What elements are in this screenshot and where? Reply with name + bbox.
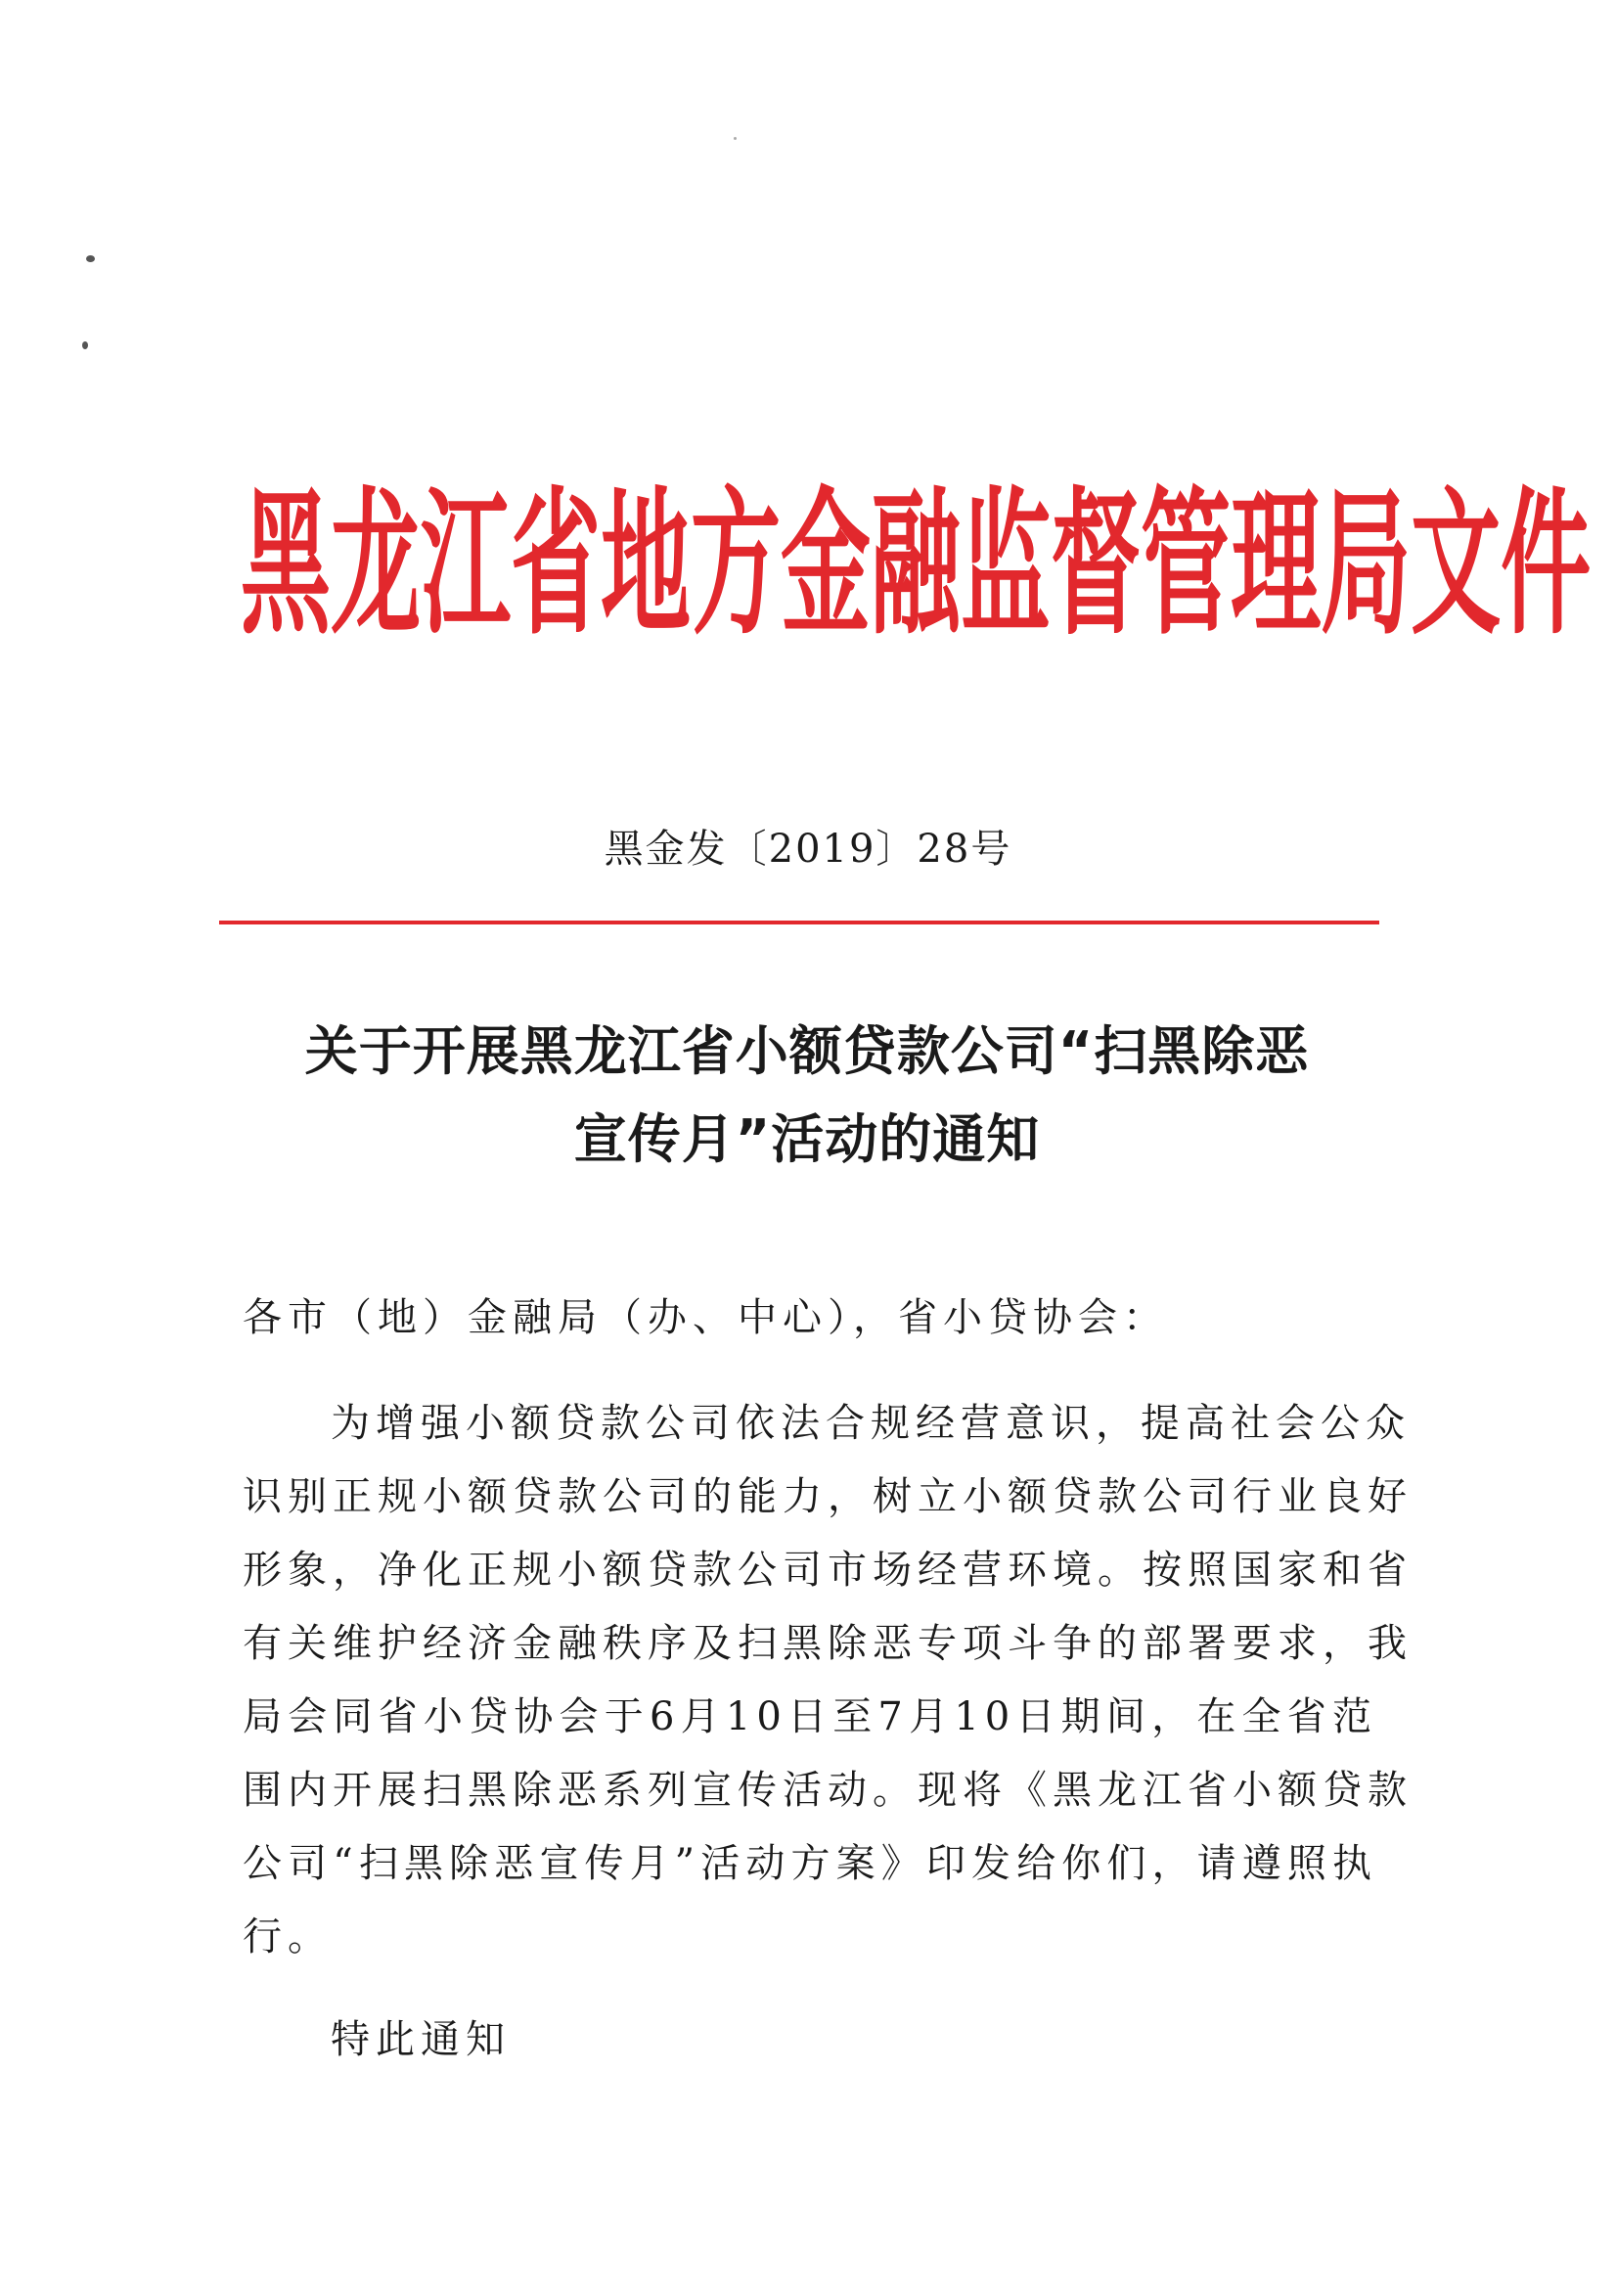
body-line: 局会同省小贷协会于6月10日至7月10日期间，在全省范 (243, 1694, 1377, 1739)
scan-speck (86, 255, 95, 262)
masthead-glyph: 地 (601, 473, 692, 656)
body-line: 公司“扫黑除恶宣传月”活动方案》印发给你们，请遵照执 (243, 1841, 1377, 1886)
document-title (225, 1008, 1389, 1184)
masthead-glyph: 管 (1141, 473, 1232, 656)
masthead-glyph: 理 (1231, 473, 1322, 656)
document-number: 黑金发〔2019〕28号 (604, 827, 1012, 872)
closing-remark: 特此通知 (331, 2017, 511, 2062)
title-line-1: 关于开展黑龙江省小额贷款公司“扫黑除恶 (304, 1020, 1310, 1082)
masthead-glyph: 局 (1321, 473, 1412, 656)
masthead-glyph: 江 (421, 473, 512, 656)
masthead-glyph: 龙 (331, 473, 422, 656)
masthead-glyph: 黑 (241, 473, 332, 656)
body-line: 行。 (243, 1914, 333, 1959)
body-paragraph (243, 1387, 1413, 1974)
masthead-glyph: 省 (511, 473, 602, 656)
red-divider-line (219, 921, 1379, 924)
scan-speck (82, 341, 88, 349)
body-line: 形象，净化正规小额贷款公司市场经营环境。按照国家和省 (243, 1548, 1413, 1593)
body-line: 识别正规小额贷款公司的能力，树立小额贷款公司行业良好 (243, 1474, 1413, 1519)
salutation: 各市（地）金融局（办、中心），省小贷协会： (243, 1295, 1168, 1340)
masthead-glyph: 督 (1051, 473, 1142, 656)
scan-speck (734, 137, 737, 140)
masthead-glyph: 监 (961, 473, 1052, 656)
title-line-2: 宣传月”活动的通知 (573, 1108, 1041, 1170)
masthead-glyph: 文 (1411, 473, 1502, 656)
body-line: 为增强小额贷款公司依法合规经营意识，提高社会公众 (331, 1401, 1411, 1446)
masthead-glyph: 融 (871, 473, 962, 656)
masthead-glyph: 方 (691, 473, 782, 656)
red-masthead (241, 468, 1592, 663)
masthead-glyph: 件 (1501, 473, 1592, 656)
body-line: 有关维护经济金融秩序及扫黑除恶专项斗争的部署要求，我 (243, 1621, 1413, 1666)
body-line: 围内开展扫黑除恶系列宣传活动。现将《黑龙江省小额贷款 (243, 1768, 1413, 1813)
masthead-glyph: 金 (781, 473, 872, 656)
